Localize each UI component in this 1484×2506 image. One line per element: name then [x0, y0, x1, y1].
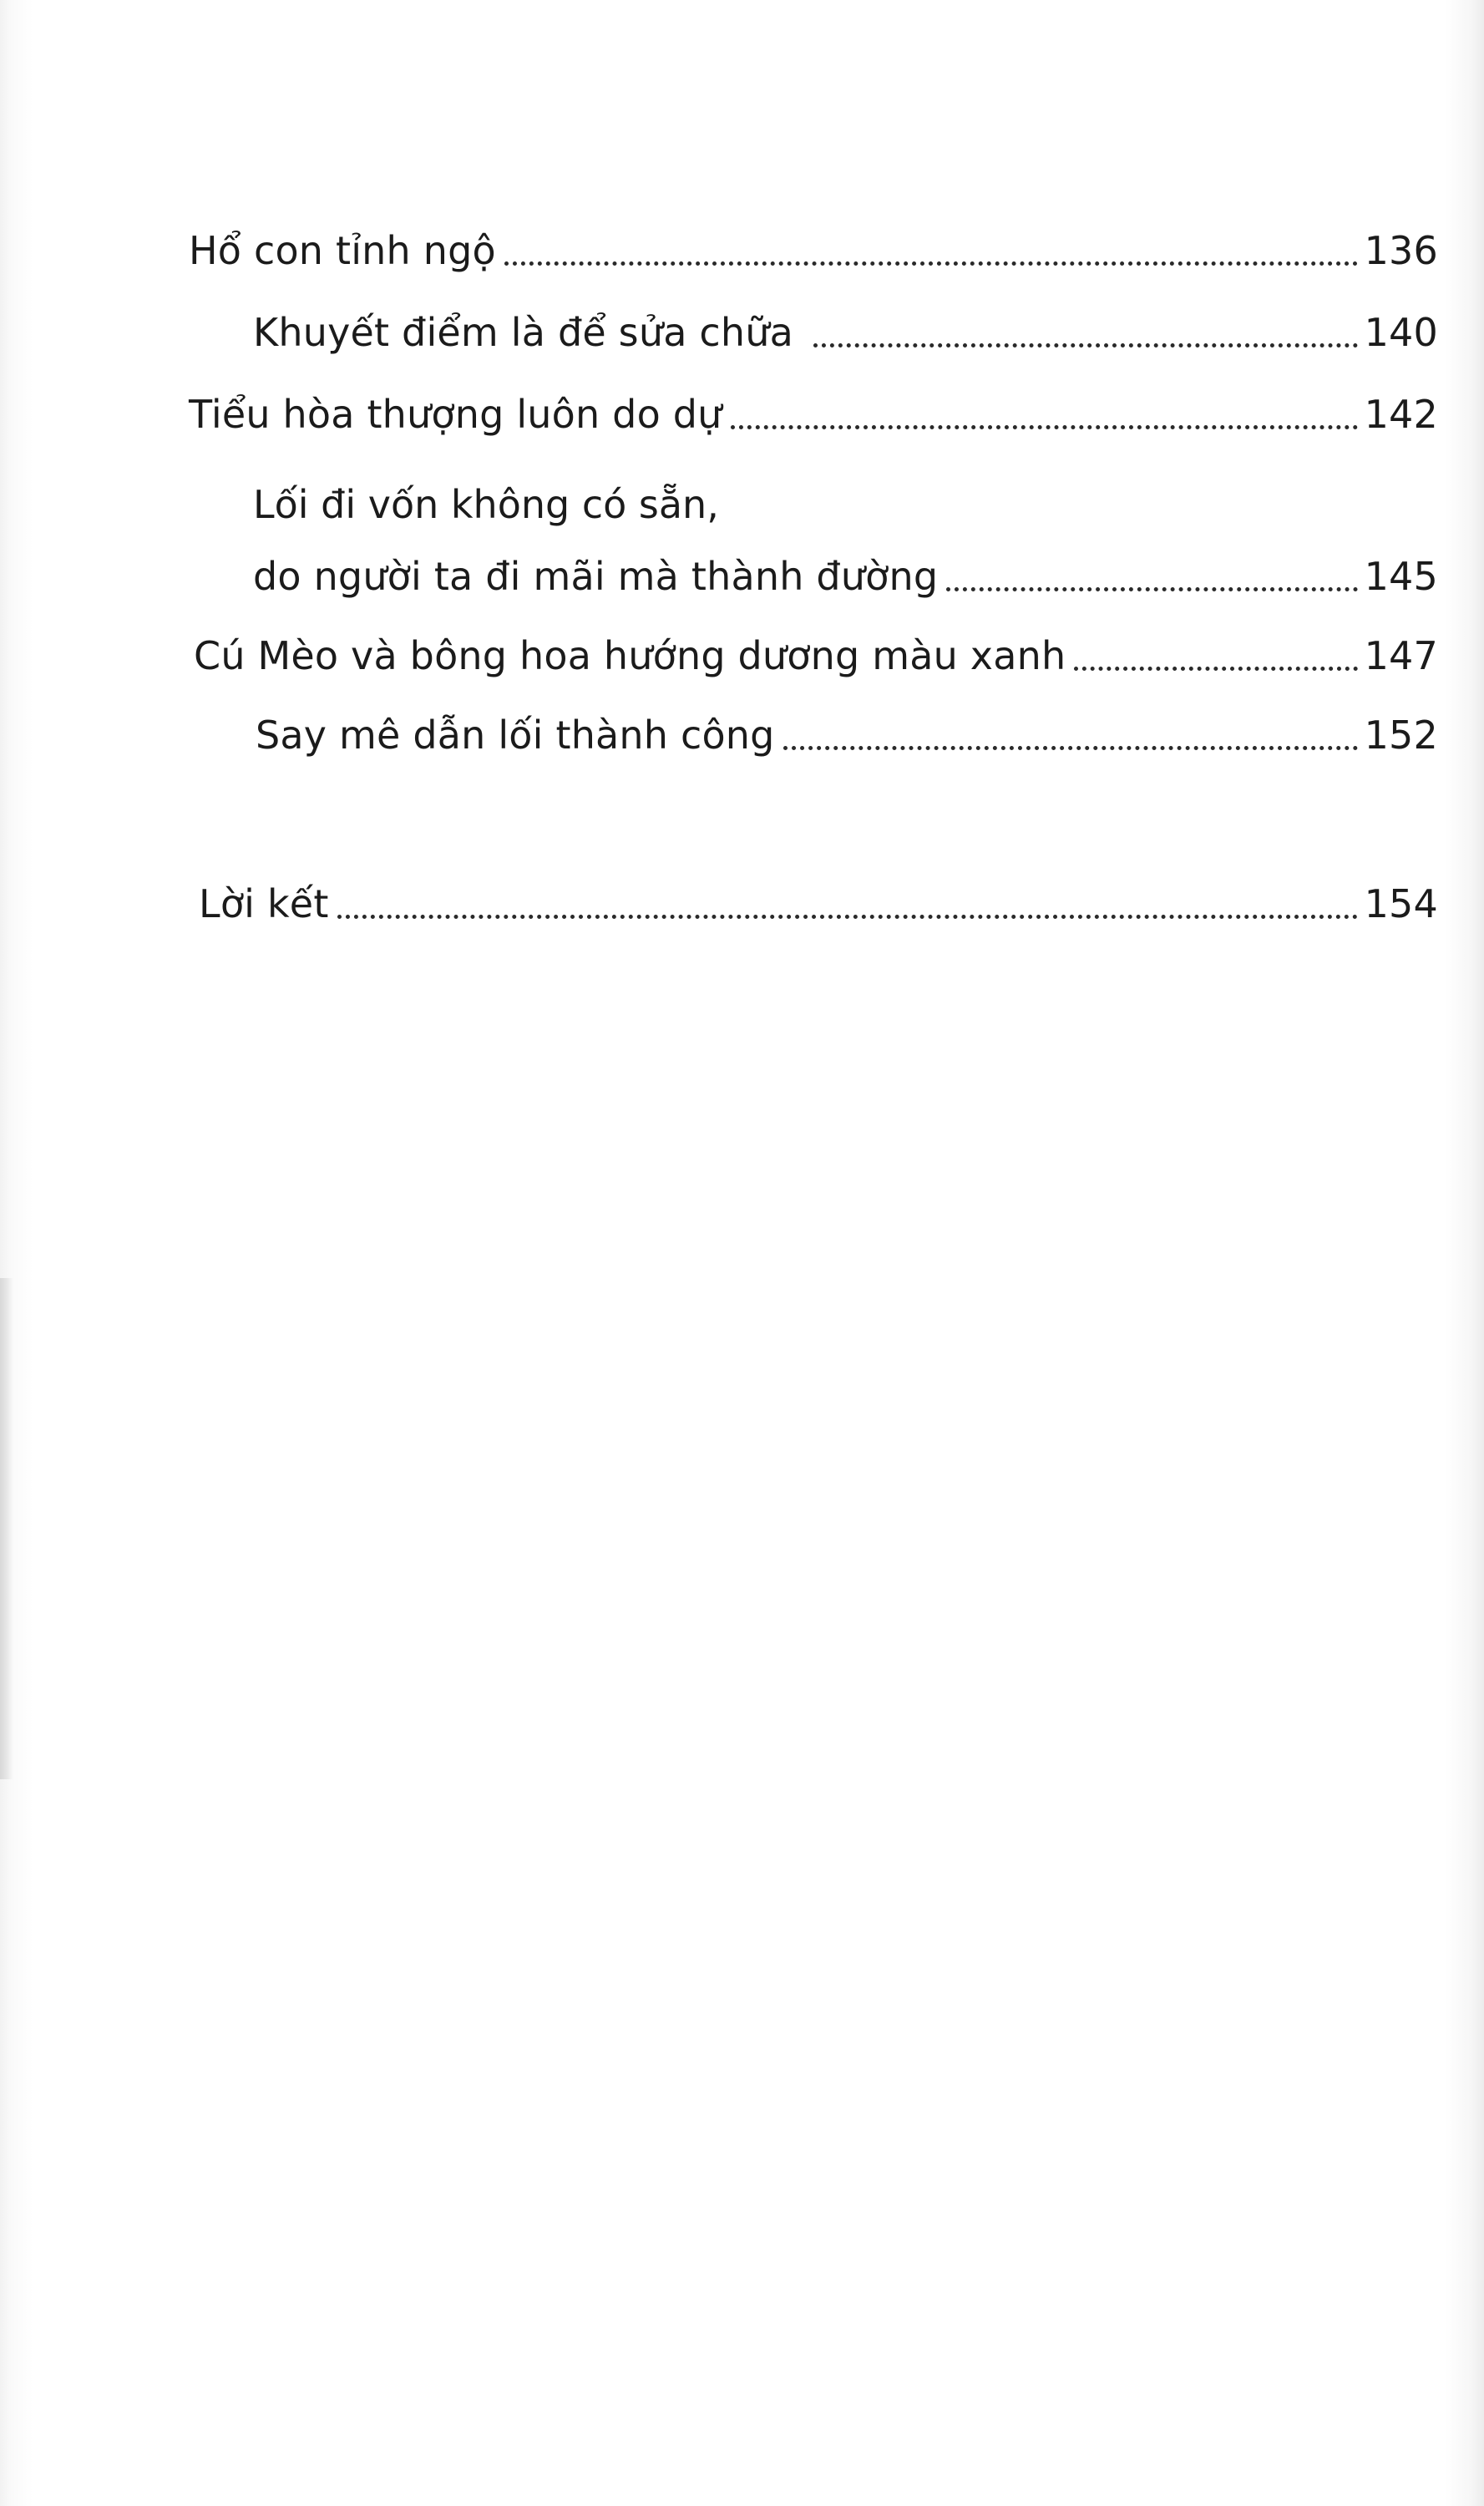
- toc-entry-cu-meo[interactable]: [194, 631, 1438, 681]
- toc-entry-title: Tiểu hòa thượng luôn do dự: [189, 392, 722, 437]
- toc-entry-title: Say mê dẫn lối thành công: [256, 713, 775, 758]
- toc-entry-page-number: 147: [1364, 633, 1438, 678]
- toc-entry-page-number: 154: [1364, 881, 1438, 926]
- toc-entry-ho-con-tinh-ngo[interactable]: [189, 226, 1438, 276]
- toc-entry-loi-ket[interactable]: [199, 879, 1438, 929]
- toc-entry-page-number: 152: [1364, 713, 1438, 758]
- toc-entry-title: do người ta đi mãi mà thành đường: [253, 554, 939, 599]
- dot-leader: [783, 745, 1358, 750]
- toc-entry-page-number: 136: [1364, 228, 1438, 273]
- toc-entry-title: Hổ con tỉnh ngộ: [189, 228, 496, 273]
- dot-leader: [504, 261, 1358, 266]
- toc-entry-say-me[interactable]: [256, 710, 1438, 760]
- toc-entry-title: Cú Mèo và bông hoa hướng dương màu xanh: [194, 633, 1066, 678]
- toc-entry-page-number: 140: [1364, 310, 1438, 355]
- toc-entry-khuyet-diem[interactable]: [253, 307, 1438, 358]
- toc-entry-title: Lời kết: [199, 881, 329, 926]
- dot-leader: [1074, 666, 1358, 671]
- dot-leader: [946, 586, 1358, 591]
- toc-entry-loi-di-line1: Lối đi vốn không có sẵn,: [253, 482, 719, 527]
- dot-leader: [731, 424, 1359, 429]
- toc-entry-loi-di[interactable]: [253, 551, 1438, 601]
- dot-leader: [813, 342, 1358, 347]
- toc-entry-title: Khuyết điểm là để sửa chữa: [253, 310, 793, 355]
- dot-leader: [337, 914, 1358, 919]
- toc-entry-page-number: 142: [1364, 392, 1438, 437]
- toc-entry-page-number: 145: [1364, 554, 1438, 599]
- toc-entry-tieu-hoa-thuong[interactable]: [189, 389, 1438, 439]
